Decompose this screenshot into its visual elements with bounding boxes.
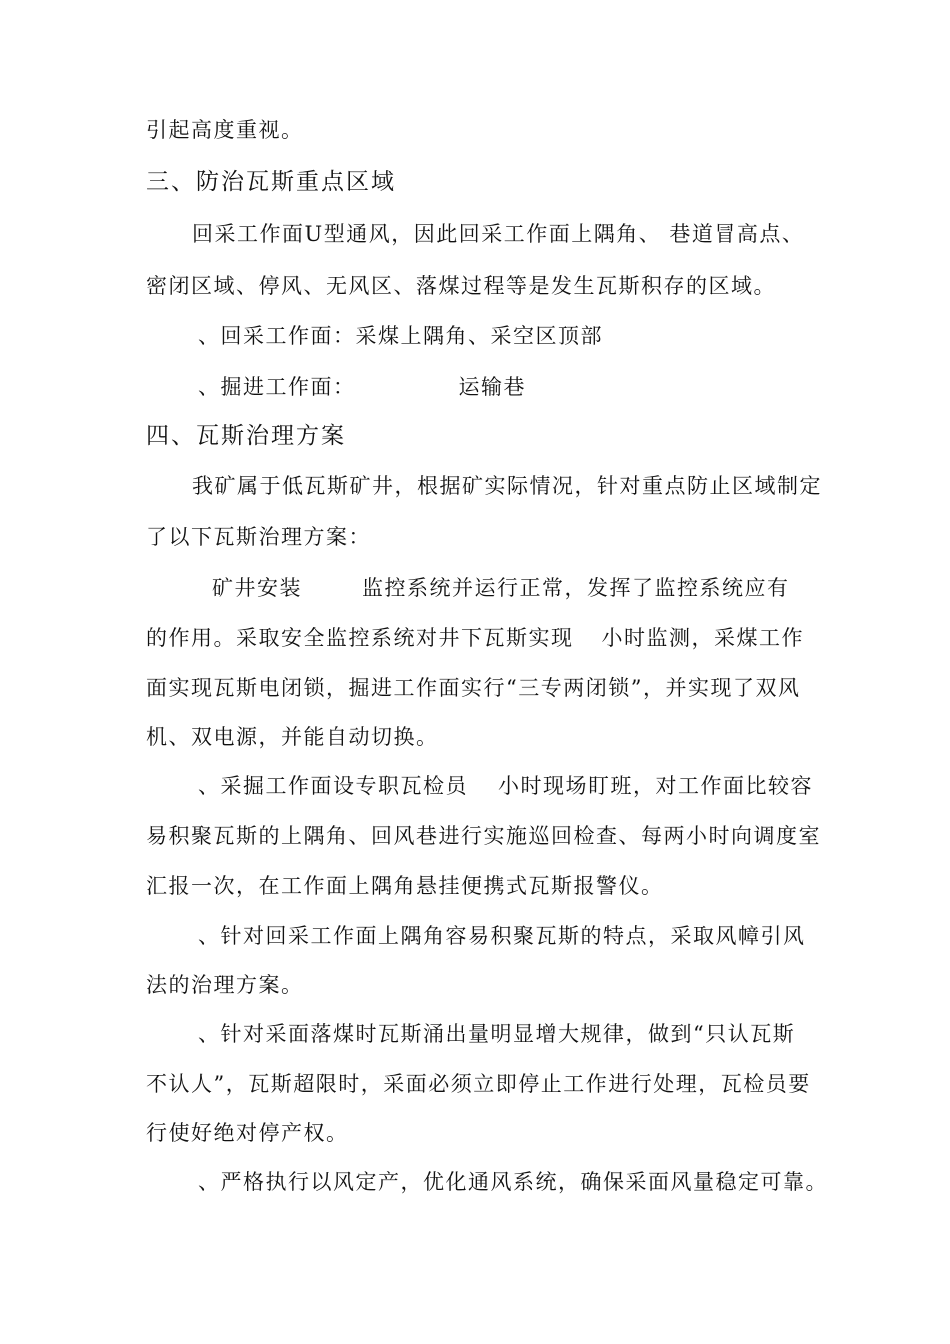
paragraph-line: 机、双电源，并能自动切换。	[146, 725, 439, 749]
paragraph-line: 我矿属于低瓦斯矿井，根据矿实际情况，针对重点防止区域制定	[192, 474, 822, 498]
list-item: 、回采工作面：采煤上隅角、采空区顶部	[198, 324, 603, 348]
paragraph-line: 、针对采面落煤时瓦斯涌出量明显增大规律，做到“只认瓦斯	[198, 1022, 796, 1046]
paragraph-line: 、针对回采工作面上隅角容易积聚瓦斯的特点，采取风幛引风	[198, 924, 806, 948]
paragraph-line: 行使好绝对停产权。	[146, 1121, 349, 1145]
paragraph-line: 汇报一次，在工作面上隅角悬挂便携式瓦斯报警仪。	[146, 874, 664, 898]
paragraph-line: 、严格执行以风定产，优化通风系统，确保采面风量稳定可靠。	[198, 1170, 828, 1194]
paragraph-line	[212, 574, 790, 602]
paragraph-line: 了以下瓦斯治理方案：	[146, 525, 371, 549]
list-item-value: 运输巷	[458, 375, 526, 399]
paragraph-line: 面实现瓦斯电闭锁，掘进工作面实行“三专两闭锁”，并实现了双风	[146, 676, 801, 700]
paragraph-line: 回采工作面U型通风，因此回采工作面上隅角、 巷道冒高点、	[192, 222, 805, 246]
text-segment: 、采掘工作面设专职瓦检员	[198, 774, 468, 798]
text-segment: 矿井安装	[212, 576, 302, 600]
text-segment: 小时监测，采煤工作	[601, 626, 804, 650]
paragraph-line	[146, 624, 804, 652]
list-item-label: 、掘进工作面：	[198, 375, 356, 399]
paragraph-line: 密闭区域、停风、无风区、落煤过程等是发生瓦斯积存的区域。	[146, 274, 776, 298]
paragraph-line: 易积聚瓦斯的上隅角、回风巷进行实施巡回检查、每两小时向调度室	[146, 824, 821, 848]
section-heading: 三、防治瓦斯重点区域	[146, 169, 396, 195]
list-item	[198, 373, 526, 401]
text-segment: 的作用。采取安全监控系统对井下瓦斯实现	[146, 626, 574, 650]
section-heading: 四、瓦斯治理方案	[146, 423, 346, 449]
paragraph-line: 引起高度重视。	[146, 118, 304, 142]
paragraph-line: 不认人”，瓦斯超限时，采面必须立即停止工作进行处理，瓦检员要	[146, 1072, 811, 1096]
paragraph-line	[198, 772, 813, 800]
paragraph-line: 法的治理方案。	[146, 973, 304, 997]
text-segment: 监控系统并运行正常，发挥了监控系统应有	[362, 576, 790, 600]
text-segment: 小时现场盯班，对工作面比较容	[498, 774, 813, 798]
